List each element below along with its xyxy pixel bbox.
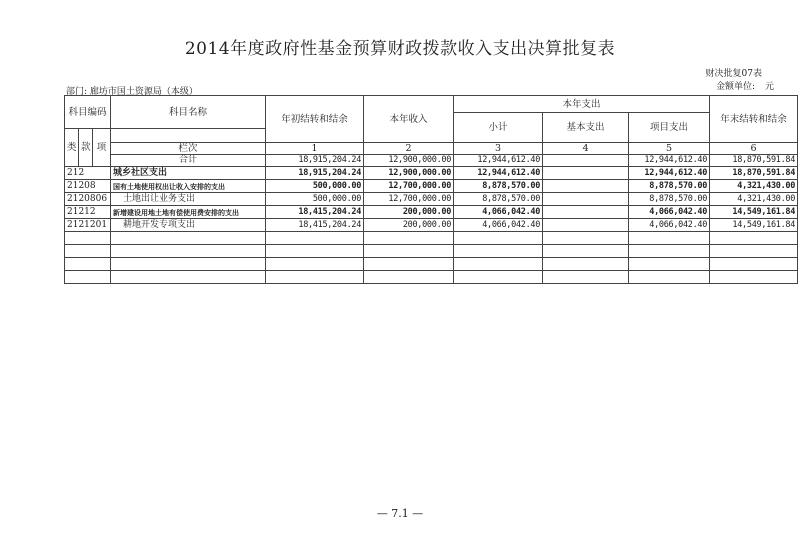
row-basic <box>543 206 629 219</box>
header-item: 项 <box>93 129 111 167</box>
row-subtotal: 4,066,042.40 <box>454 206 543 219</box>
total-label: 合计 <box>111 155 266 167</box>
row-name: 城乡社区支出 <box>111 167 266 180</box>
header-closing-balance: 年末结转和结余 <box>710 96 798 143</box>
header-income: 本年收入 <box>364 96 454 143</box>
currency-unit <box>716 79 774 92</box>
table-row <box>65 167 798 180</box>
budget-table <box>64 95 798 284</box>
col-index-3: 3 <box>454 143 543 155</box>
col-index-6: 6 <box>710 143 798 155</box>
header-subtotal: 小计 <box>454 113 543 143</box>
total-row <box>65 155 798 167</box>
table-row <box>65 206 798 219</box>
row-opening: 500,000.00 <box>266 193 364 206</box>
row-opening: 500,000.00 <box>266 180 364 193</box>
total-basic <box>543 155 629 167</box>
col-index-5: 5 <box>629 143 710 155</box>
row-project: 4,066,042.40 <box>629 206 710 219</box>
row-income: 200,000.00 <box>364 206 454 219</box>
col-index-2: 2 <box>364 143 454 155</box>
header-spacer <box>111 129 266 143</box>
row-income: 12,700,000.00 <box>364 180 454 193</box>
page-title: 2014年度政府性基金预算财政拨款收入支出决算批复表 <box>184 39 616 59</box>
col-index-1: 1 <box>266 143 364 155</box>
row-basic <box>543 180 629 193</box>
total-project: 12,944,612.40 <box>629 155 710 167</box>
row-subtotal: 8,878,570.00 <box>454 193 543 206</box>
total-subtotal: 12,944,612.40 <box>454 155 543 167</box>
row-income: 200,000.00 <box>364 219 454 232</box>
department-label: 部门: 廊坊市国土资源局（本级） <box>66 87 198 97</box>
header-basic-expenditure: 基本支出 <box>543 113 629 143</box>
row-basic <box>543 167 629 180</box>
header-section: 款 <box>79 129 93 167</box>
table-row <box>65 193 798 206</box>
row-opening: 18,415,204.24 <box>266 219 364 232</box>
row-opening: 18,915,204.24 <box>266 167 364 180</box>
column-index-label: 栏次 <box>111 143 266 155</box>
row-subtotal: 4,066,042.40 <box>454 219 543 232</box>
row-project: 12,944,612.40 <box>629 167 710 180</box>
row-income: 12,900,000.00 <box>364 167 454 180</box>
row-closing: 14,549,161.84 <box>710 206 798 219</box>
header-subject-code: 科目编码 <box>65 96 111 129</box>
empty-row <box>65 271 798 284</box>
page-number: — 7.1 — <box>376 507 424 520</box>
row-project: 8,878,570.00 <box>629 193 710 206</box>
total-income: 12,900,000.00 <box>364 155 454 167</box>
empty-row <box>65 258 798 271</box>
empty-row <box>65 245 798 258</box>
row-code: 2120806 <box>65 193 111 206</box>
col-index-4: 4 <box>543 143 629 155</box>
table-row <box>65 180 798 193</box>
row-closing: 14,549,161.84 <box>710 219 798 232</box>
total-closing: 18,870,591.84 <box>710 155 798 167</box>
row-subtotal: 12,944,612.40 <box>454 167 543 180</box>
row-basic <box>543 193 629 206</box>
row-code: 212 <box>65 167 111 180</box>
header-class: 类 <box>65 129 79 167</box>
row-subtotal: 8,878,570.00 <box>454 180 543 193</box>
row-project: 4,066,042.40 <box>629 219 710 232</box>
table-row <box>65 219 798 232</box>
row-closing: 4,321,430.00 <box>710 180 798 193</box>
header-project-expenditure: 项目支出 <box>629 113 710 143</box>
header-expenditure: 本年支出 <box>454 96 710 113</box>
form-number: 财决批复07表 <box>705 69 762 79</box>
row-code: 21208 <box>65 180 111 193</box>
row-income: 12,700,000.00 <box>364 193 454 206</box>
row-closing: 18,870,591.84 <box>710 167 798 180</box>
row-code: 21212 <box>65 206 111 219</box>
row-name: 新增建设用地土地有偿使用费安排的支出 <box>111 206 266 219</box>
row-name: 国有土地使用权出让收入安排的支出 <box>111 180 266 193</box>
row-name: 土地出让业务支出 <box>111 193 266 206</box>
header-subject-name: 科目名称 <box>111 96 266 129</box>
total-opening: 18,915,204.24 <box>266 155 364 167</box>
row-opening: 18,415,204.24 <box>266 206 364 219</box>
row-basic <box>543 219 629 232</box>
unit-label: 金额单位: <box>715 82 755 92</box>
row-project: 8,878,570.00 <box>629 180 710 193</box>
unit-value: 元 <box>764 82 774 92</box>
row-code: 2121201 <box>65 219 111 232</box>
header-opening-balance: 年初结转和结余 <box>266 96 364 143</box>
row-name: 耕地开发专项支出 <box>111 219 266 232</box>
empty-row <box>65 232 798 245</box>
row-closing: 4,321,430.00 <box>710 193 798 206</box>
